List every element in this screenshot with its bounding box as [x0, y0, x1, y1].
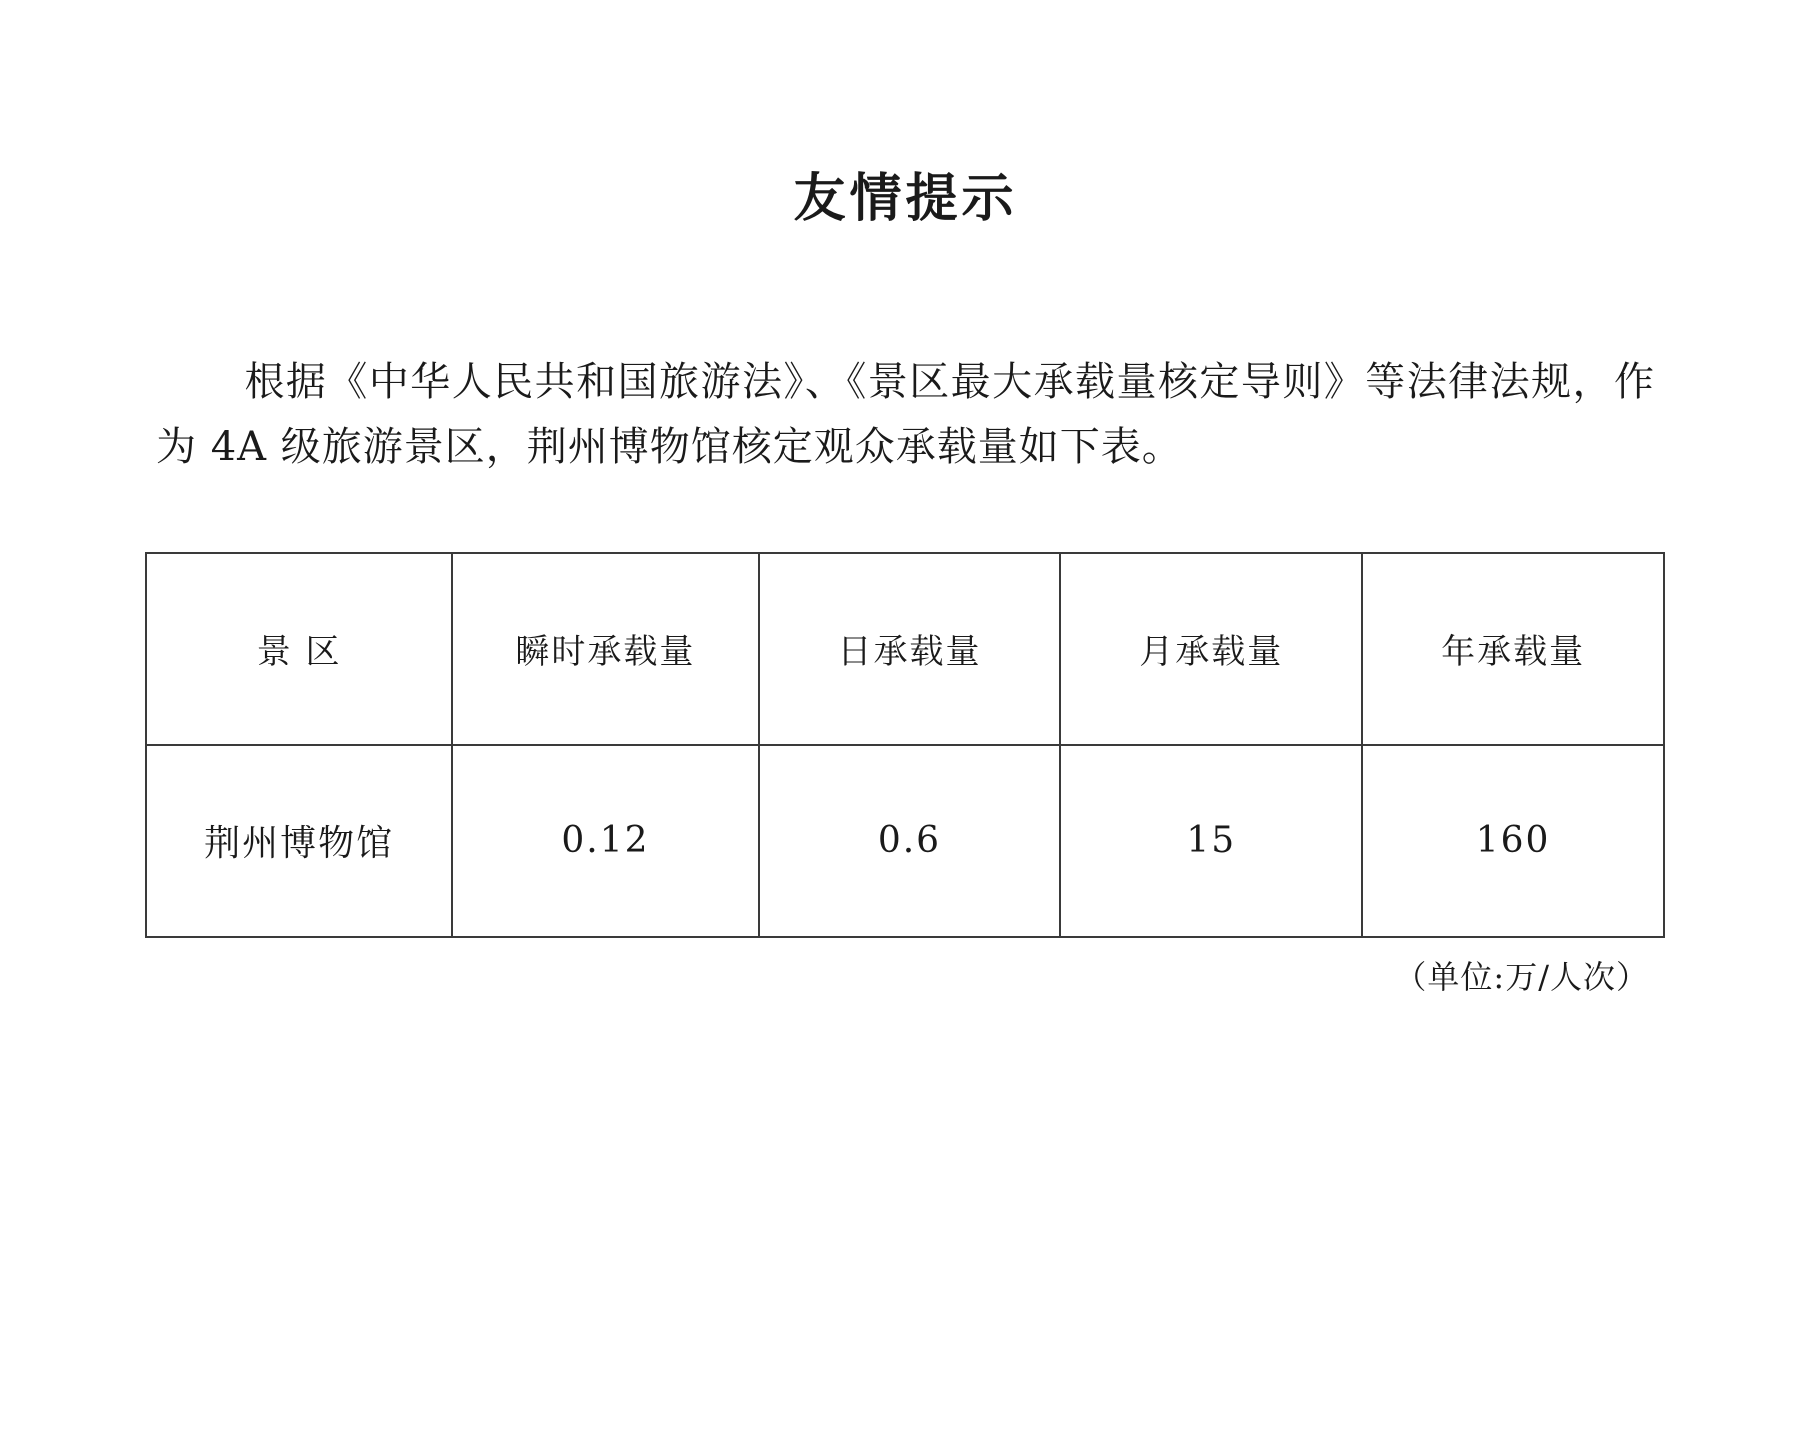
unit-note: （单位:万/人次） — [1394, 957, 1649, 996]
table-header-cell-monthly-capacity: 月承载量 — [1060, 553, 1362, 745]
table-cell-yearly-capacity: 160 — [1362, 745, 1664, 937]
table-header-cell-instant-capacity: 瞬时承载量 — [452, 553, 758, 745]
table-cell-daily-capacity: 0.6 — [759, 745, 1061, 937]
table-row — [146, 745, 1664, 937]
document-page — [0, 168, 1811, 1448]
table-header-cell-daily-capacity: 日承载量 — [759, 553, 1061, 745]
table-header-cell-scenic-area: 景 区 — [146, 553, 452, 745]
table-cell-scenic-area: 荆州博物馆 — [146, 745, 452, 937]
table-header-cell-yearly-capacity: 年承载量 — [1362, 553, 1664, 745]
table-cell-monthly-capacity: 15 — [1060, 745, 1362, 937]
table-header-row — [146, 553, 1664, 745]
body-paragraph — [150, 350, 1661, 480]
page-title: 友情提示 — [793, 168, 1018, 229]
table-cell-instant-capacity: 0.12 — [452, 745, 758, 937]
paragraph-text: 根据《中华人民共和国旅游法》、《景区最大承载量核定导则》等法律法规，作为 4A 级旅游景区，荆州博物馆核定观众承载量如下表。 — [156, 359, 1655, 471]
capacity-table — [145, 552, 1665, 938]
